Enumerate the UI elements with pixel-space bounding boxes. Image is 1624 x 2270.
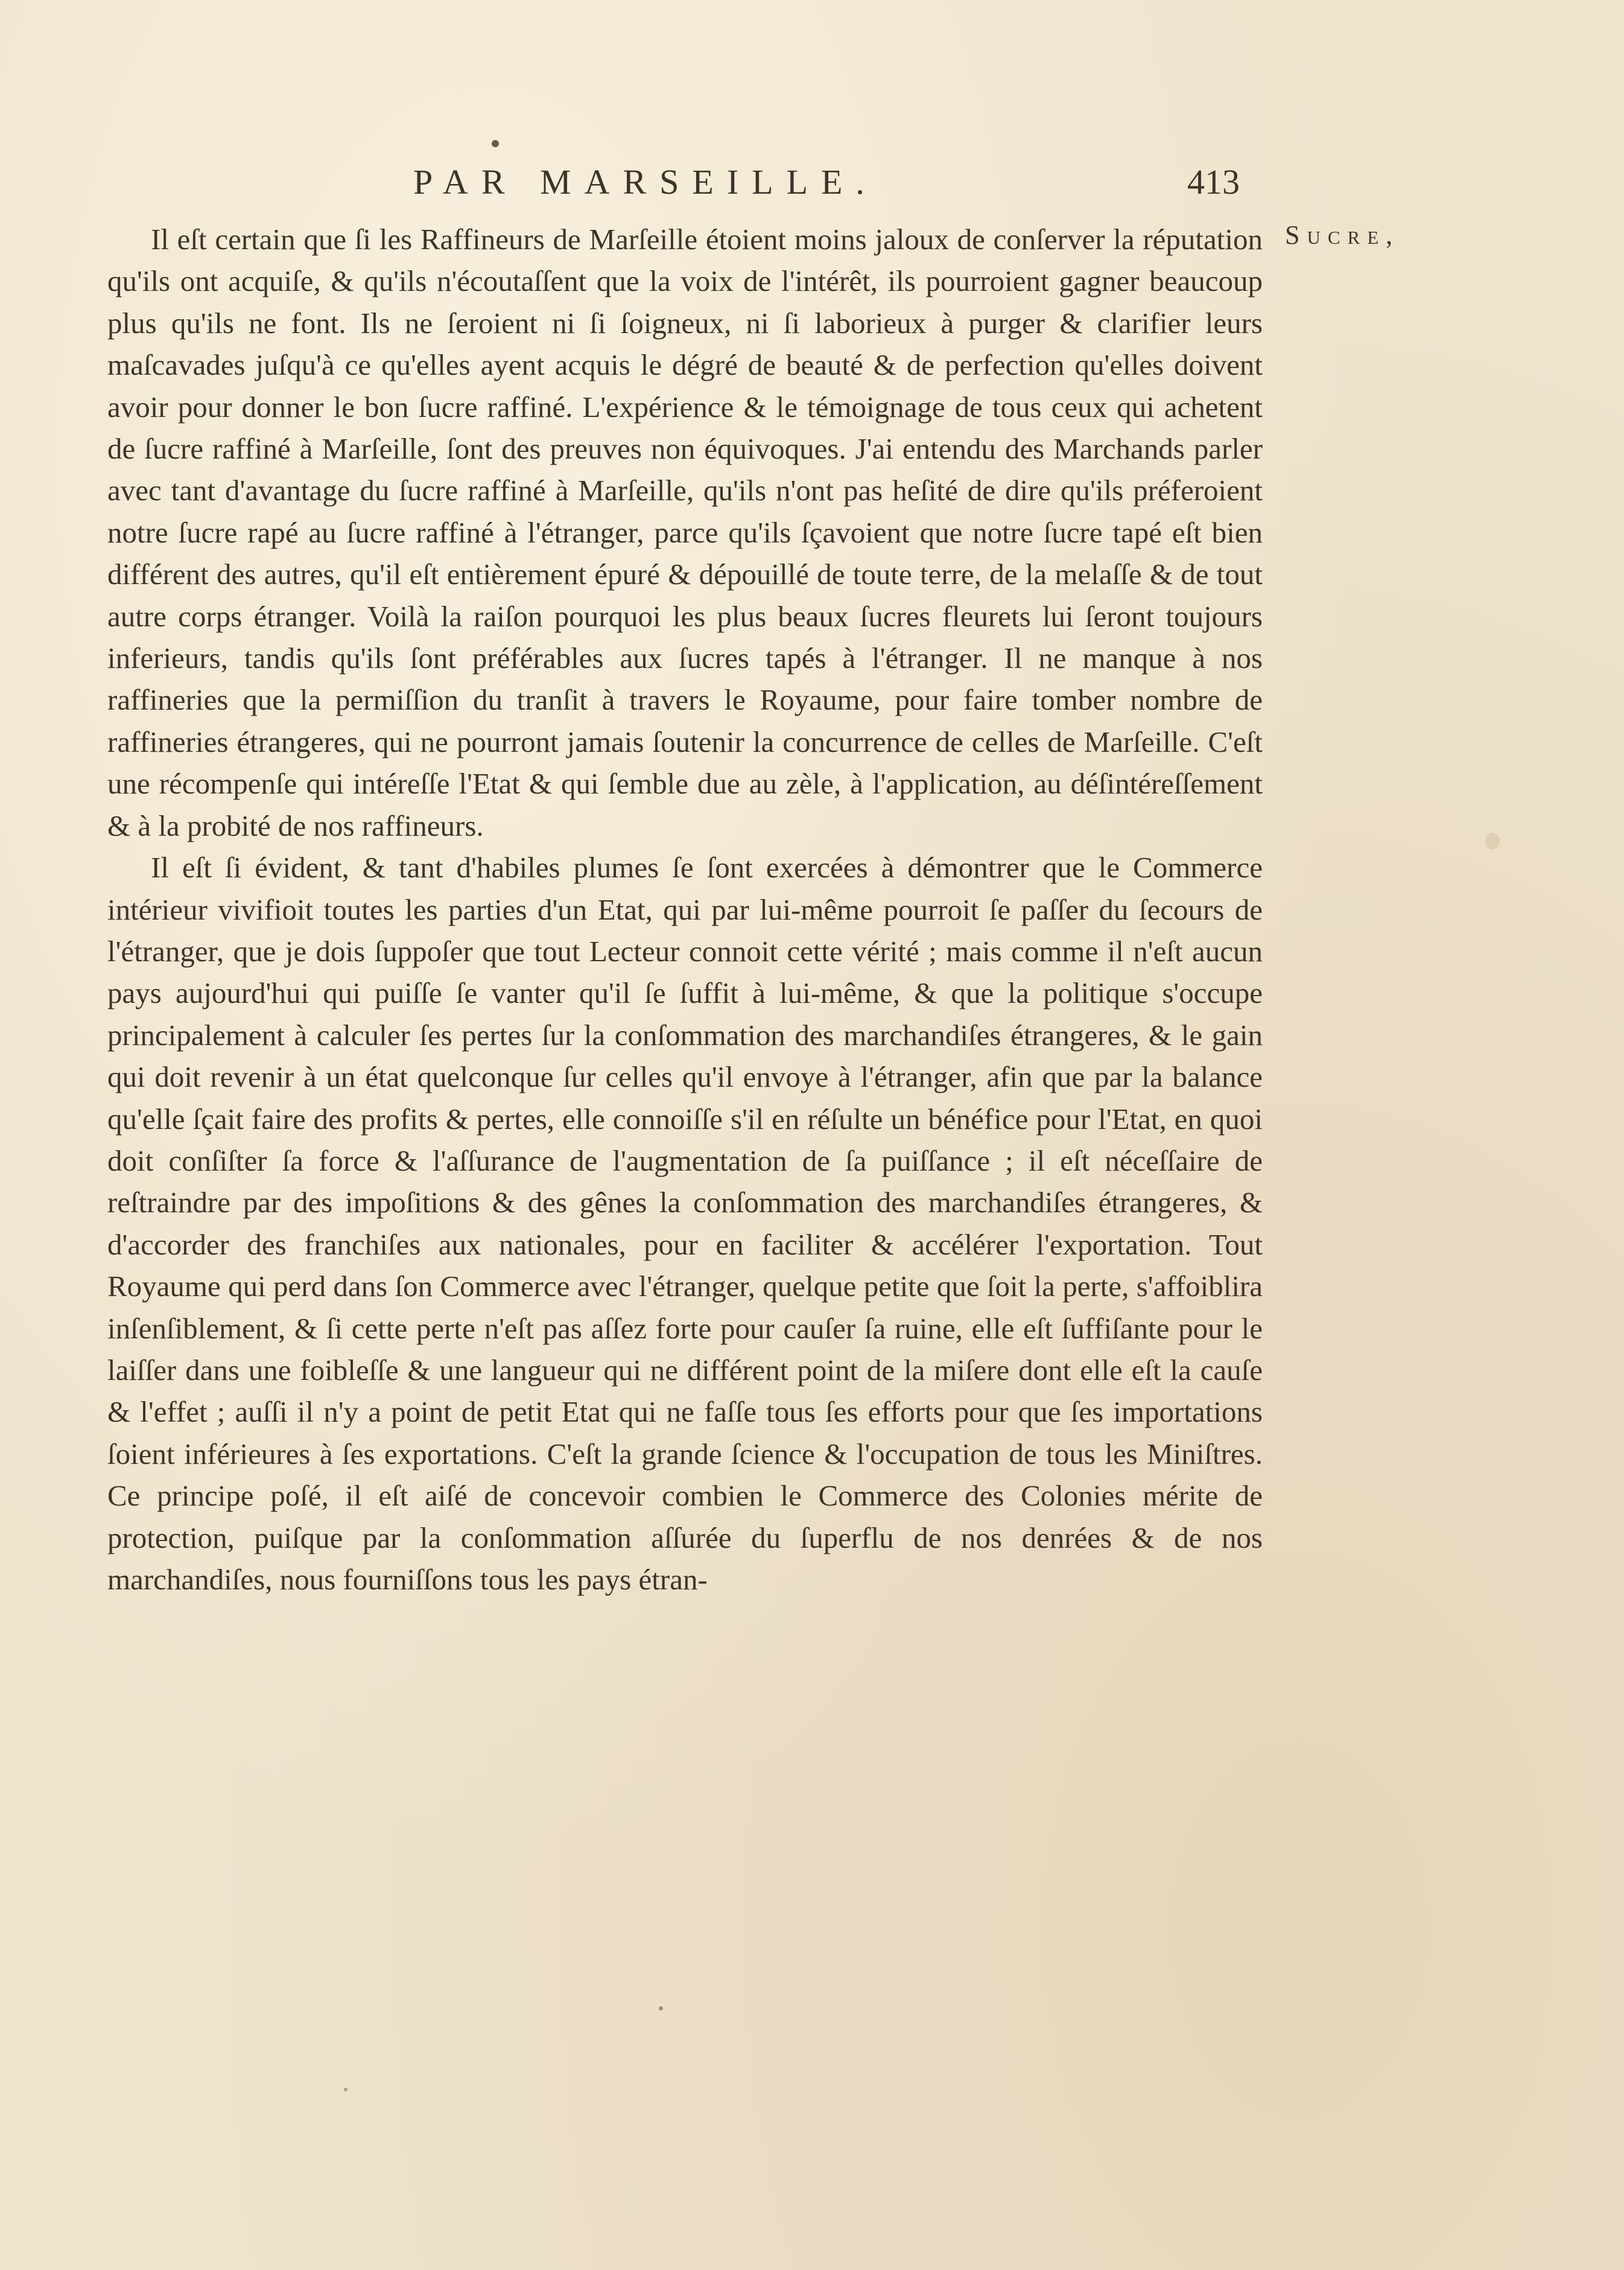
paragraph: Il eſt ſi évident, & tant d'habiles plumes ſe ſont exercées à démontrer que le Commerce intérieur vivifioit toutes les parties d'un Etat, qui par lui-même pourroit ſe paſſer du ſecours de l'étranger, que je dois ſuppoſer que tout Lecteur connoit cette vérité ; mais comme il n'eſt aucun pays aujourd'hui qui puiſſe ſe vanter qu'il ſe ſuffit à lui-même, & que la politique s'occupe principalement à calculer ſes pertes ſur la conſommation des marchandiſes étrangeres, & le gain qui doit revenir à un état quelconque ſur celles qu'il envoye à l'étranger, afin que par la balance qu'elle ſçait faire des profits & pertes, elle connoiſſe s'il en réſulte un bénéfice pour l'Etat, en quoi doit conſiſter ſa force & l'aſſurance de l'augmentation de ſa puiſſance ; il eſt néceſſaire de reſtraindre par des impoſitions & des gênes la conſommation des marchandiſes étrangeres, & d'accorder des franchiſes aux nationales, pour en faciliter & accélérer l'exportation. Tout Royaume qui perd dans ſon Commerce avec l'étranger, quelque petite que ſoit la perte, s'affoiblira inſenſiblement, & ſi cette perte n'eſt pas aſſez forte pour cauſer ſa ruine, elle eſt ſuffiſante pour le laiſſer dans une foibleſſe & une langueur qui ne différent point de la miſere dont elle eſt la cauſe & l'effet ; auſſi il n'y a point de petit Etat qui ne faſſe tous ſes efforts pour que ſes importations ſoient inférieures à ſes exportations. C'eſt la grande ſcience & l'occupation de tous les Miniſtres. Ce principe poſé, il eſt aiſé de concevoir combien le Commerce des Colonies mérite de protection, puiſque par la conſommation aſſurée du ſuperflu de nos denrées & de nos marchandiſes, nous fourniſſons tous les pays étran-	[107, 851, 1263, 1596]
ink-speck	[344, 2088, 347, 2091]
page-number: 413	[1187, 162, 1240, 202]
running-head	[106, 158, 1240, 206]
margin-note: Sucre,	[1285, 220, 1400, 250]
body-text	[107, 218, 1263, 1600]
ink-speck	[1485, 833, 1500, 850]
paragraph: Il eſt certain que ſi les Raffineurs de Marſeille étoient moins jaloux de conſerver la réputation qu'ils ont acquiſe, & qu'ils n'écoutaſſent que la voix de l'intérêt, ils pourroient gagner beaucoup plus qu'ils ne font. Ils ne ſeroient ni ſi ſoigneux, ni ſi laborieux à purger & clarifier leurs maſcavades juſqu'à ce qu'elles ayent acquis le dégré de beauté & de perfection qu'elles doivent avoir pour donner le bon ſucre raffiné. L'expérience & le témoignage de tous ceux qui achetent de ſucre raffiné à Marſeille, ſont des preuves non équivoques. J'ai entendu des Marchands parler avec tant d'avantage du ſucre raffiné à Marſeille, qu'ils n'ont pas heſité de dire qu'ils préferoient notre ſucre rapé au ſucre raffiné à l'étranger, parce qu'ils ſçavoient que notre ſucre tapé eſt bien différent des autres, qu'il eſt entièrement épuré & dépouillé de toute terre, de la melaſſe & de tout autre corps étranger. Voilà la raiſon pourquoi les plus beaux ſucres fleurets lui ſeront toujours inferieurs, tandis qu'ils ſont préférables aux ſucres tapés à l'étranger. Il ne manque à nos raffineries que la permiſſion du tranſit à travers le Royaume, pour faire tomber nombre de raffineries étrangeres, qui ne pourront jamais ſoutenir la concurrence de celles de Marſeille. C'eſt une récompenſe qui intéreſſe l'Etat & qui ſemble due au zèle, à l'application, au déſintéreſſement & à la probité de nos raffineurs.	[107, 223, 1263, 842]
running-title: PAR MARSEILLE.	[413, 162, 878, 202]
ink-speck	[659, 2006, 663, 2011]
ink-speck	[492, 140, 499, 147]
